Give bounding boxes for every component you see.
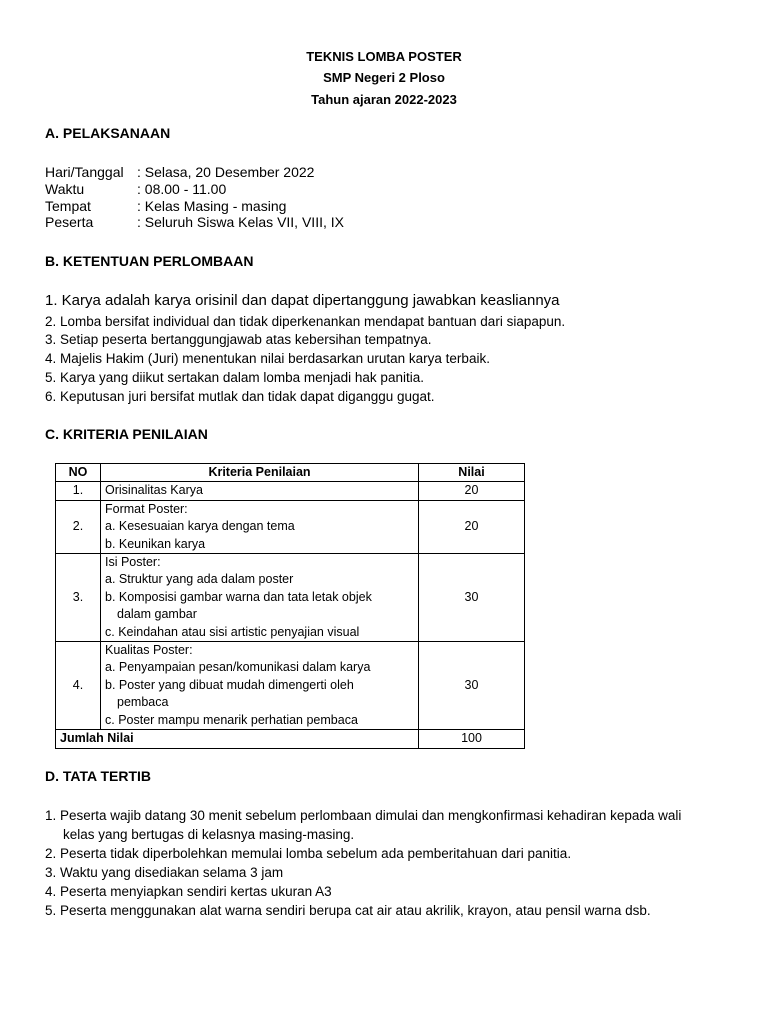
list-item: 4. Peserta menyiapkan sendiri kertas ukuran A3 [45,884,332,899]
info-label: Tempat [45,198,91,214]
info-row [45,198,286,214]
section-pelaksanaan-heading: A. PELAKSANAAN [45,125,171,141]
info-value: : Kelas Masing - masing [137,198,287,214]
criteria-line: Kualitas Poster: [105,643,193,658]
table-row [56,642,525,730]
criteria-line: Isi Poster: [105,555,161,570]
list-item: 5. Peserta menggunakan alat warna sendiri berupa cat air atau akrilik, krayon, atau pensil warna dsb. [45,903,651,918]
row-criteria [101,554,419,642]
info-row [45,214,344,230]
criteria-line: a. Penyampaian pesan/komunikasi dalam karya [105,660,371,675]
school-name: SMP Negeri 2 Ploso [323,70,445,85]
criteria-line: b. Komposisi gambar warna dan tata letak objek [105,589,372,604]
row-number: 4. [56,642,101,730]
row-number: 2. [56,500,101,553]
row-number: 1. [56,482,101,500]
list-item: 1. Peserta wajib datang 30 menit sebelum perlombaan dimulai dan mengkonfirmasi kehadiran kepada wali [45,808,682,823]
row-score: 20 [419,482,525,500]
section-tata-tertib-heading: D. TATA TERTIB [45,768,152,784]
info-value: : 08.00 - 11.00 [137,181,227,197]
table-row [56,482,525,500]
total-label: Jumlah Nilai [56,730,419,748]
info-value: : Seluruh Siswa Kelas VII, VIII, IX [137,214,344,230]
column-header-kriteria: Kriteria Penilaian [101,464,419,482]
info-label: Peserta [45,214,94,230]
criteria-table [55,463,525,749]
criteria-line: a. Struktur yang ada dalam poster [105,572,294,587]
row-number: 3. [56,554,101,642]
section-kriteria-heading: C. KRITERIA PENILAIAN [45,426,208,442]
info-label: Hari/Tanggal [45,164,124,180]
row-criteria [101,482,419,500]
criteria-line: b. Keunikan karya [105,536,206,551]
criteria-line: pembaca [117,695,169,710]
total-value: 100 [419,730,525,748]
list-item: 1. Karya adalah karya orisinil dan dapat dipertanggung jawabkan keasliannya [45,292,560,309]
criteria-line: c. Poster mampu menarik perhatian pembaca [105,712,358,727]
criteria-line: dalam gambar [117,607,197,622]
row-criteria [101,642,419,730]
list-item: 3. Setiap peserta bertanggungjawab atas kebersihan tempatnya. [45,332,432,347]
table-header-row [56,464,525,482]
info-label: Waktu [45,181,85,197]
list-item-continuation: kelas yang bertugas di kelasnya masing-masing. [63,827,355,842]
row-criteria [101,500,419,553]
info-value: : Selasa, 20 Desember 2022 [137,164,315,180]
info-row [45,164,314,180]
criteria-line: c. Keindahan atau sisi artistic penyajian visual [105,624,360,639]
column-header-nilai: Nilai [419,464,525,482]
list-item: 5. Karya yang diikut sertakan dalam lomba menjadi hak panitia. [45,370,424,385]
row-score: 30 [419,554,525,642]
table-row [56,500,525,553]
section-ketentuan-heading: B. KETENTUAN PERLOMBAAN [45,253,254,269]
list-item: 2. Peserta tidak diperbolehkan memulai lomba sebelum ada pemberitahuan dari panitia. [45,846,572,861]
row-score: 20 [419,500,525,553]
list-item: 4. Majelis Hakim (Juri) menentukan nilai berdasarkan urutan karya terbaik. [45,351,490,366]
list-item: 2. Lomba bersifat individual dan tidak diperkenankan mendapat bantuan dari siapapun. [45,314,566,329]
document-title: TEKNIS LOMBA POSTER [306,49,462,64]
criteria-line: Orisinalitas Karya [105,483,203,498]
academic-year: Tahun ajaran 2022-2023 [311,92,457,107]
criteria-line: b. Poster yang dibuat mudah dimengerti oleh [105,677,354,692]
table-row [56,554,525,642]
column-header-no: NO [56,464,101,482]
table-total-row [56,730,525,748]
criteria-line: Format Poster: [105,501,188,516]
list-item: 6. Keputusan juri bersifat mutlak dan tidak dapat diganggu gugat. [45,389,435,404]
criteria-line: a. Kesesuaian karya dengan tema [105,519,295,534]
list-item: 3. Waktu yang disediakan selama 3 jam [45,865,284,880]
row-score: 30 [419,642,525,730]
info-row [45,181,226,197]
